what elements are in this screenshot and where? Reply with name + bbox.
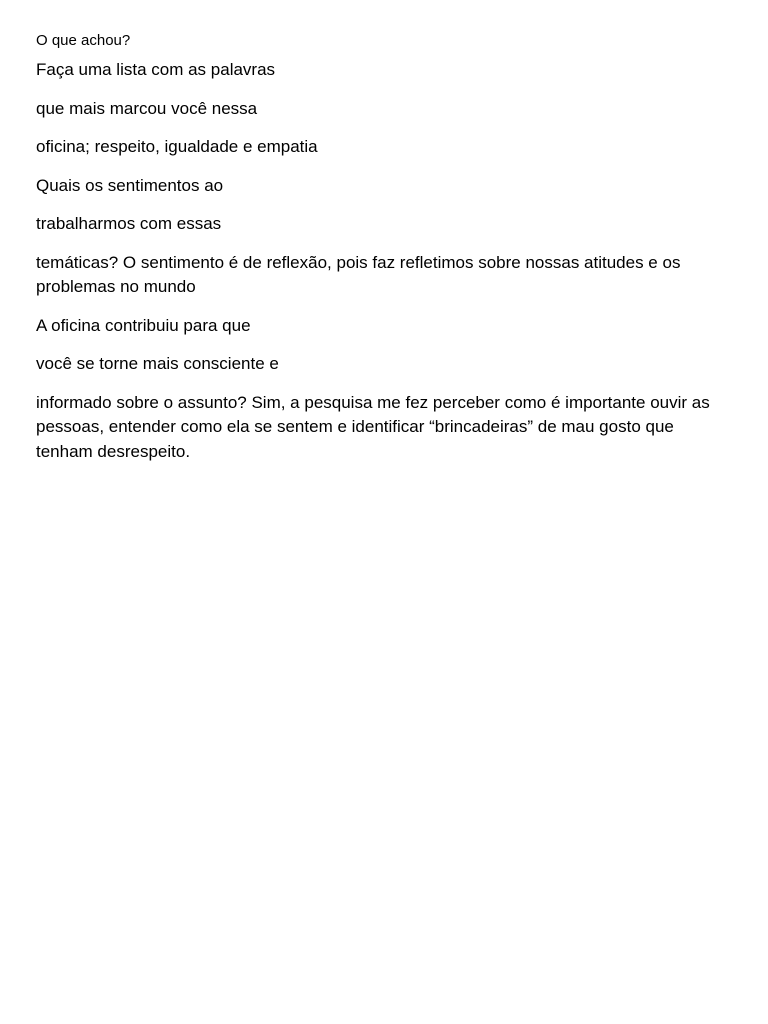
paragraph: oficina; respeito, igualdade e empatia: [36, 137, 318, 156]
paragraph: você se torne mais consciente e: [36, 354, 279, 373]
paragraph: informado sobre o assunto? Sim, a pesquisa me fez perceber como é importante ouvir as pessoas, entender como ela se sentem e identificar “brincadeiras” de mau gosto que tenham desrespeito.: [36, 392, 710, 461]
paragraph: que mais marcou você nessa: [36, 98, 258, 118]
paragraph: A oficina contribuiu para que: [36, 315, 251, 335]
paragraph: Quais os sentimentos ao: [36, 175, 224, 195]
document-heading: O que achou?: [36, 32, 131, 49]
paragraph: temáticas? O sentimento é de reflexão, pois faz refletimos sobre nossas atitudes e os problemas no mundo: [36, 252, 681, 296]
paragraph: trabalharmos com essas: [36, 214, 222, 233]
paragraph: Faça uma lista com as palavras: [36, 60, 276, 79]
